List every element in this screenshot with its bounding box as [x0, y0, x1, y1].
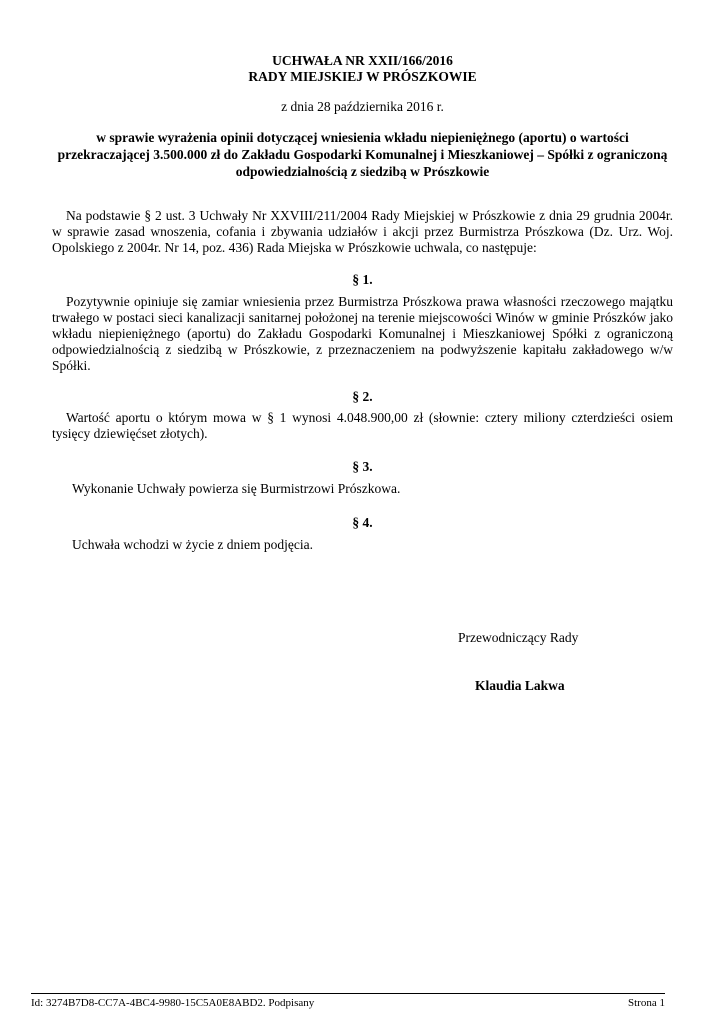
section-3-text: Wykonanie Uchwały powierza się Burmistrzowi Prószkowa.: [72, 481, 401, 496]
footer-divider: [31, 993, 665, 994]
section-3-heading: § 3.: [352, 459, 373, 474]
subject-line-3: odpowiedzialnością z siedzibą w Prószkowie: [235, 164, 490, 179]
section-2-text: Wartość aportu o którym mowa w § 1 wynosi 4.048.900,00 zł (słownie: cztery miliony czterdzieści osiem tysięcy dziewięćset złotych).: [52, 410, 673, 441]
footer-document-id: Id: 3274B7D8-CC7A-4BC4-9980-15C5A0E8ABD2. Podpisany: [31, 997, 315, 1009]
subject-line-1: w sprawie wyrażenia opinii dotyczącej wniesienia wkładu niepieniężnego (aportu) o wartości: [96, 130, 629, 145]
section-4-text: Uchwała wchodzi w życie z dniem podjęcia.: [72, 537, 314, 552]
signatory-name: Klaudia Lakwa: [475, 678, 565, 693]
resolution-number: UCHWAŁA NR XXII/166/2016: [272, 53, 453, 68]
resolution-date: z dnia 28 października 2016 r.: [281, 99, 444, 114]
subject-line-2: przekraczającej 3.500.000 zł do Zakładu Gospodarki Komunalnej i Mieszkaniowej – Spółki z ograniczoną: [57, 147, 668, 162]
section-4-heading: § 4.: [352, 515, 373, 530]
preamble-paragraph: Na podstawie § 2 ust. 3 Uchwały Nr XXVIII/211/2004 Rady Miejskiej w Prószkowie z dnia 29 grudnia 2004r. w sprawie zasad wnoszenia, cofania i zbywania udziałów i akcji przez Burmistrza Prószkowa (Dz. Urz. Woj. Opolskiego z 2004r. Nr 14, poz. 436) Rada Miejska w Prószkowie uchwala, co następuje:: [52, 208, 673, 255]
section-1-text: Pozytywnie opiniuje się zamiar wniesienia przez Burmistrza Prószkowa prawa własności rzeczowego majątku trwałego w postaci sieci kanalizacji sanitarnej położonej na terenie miejscowości Winów w gminie Prószków jako wkładu niepieniężnego (aportu) do Zakładu Gospodarki Komunalnej i Mieszkaniowej Spółki z ograniczoną odpowiedzialnością z siedzibą w Prószkowie, z przeznaczeniem na podwyższenie kapitału zakładowego w/w Spółki.: [52, 294, 673, 373]
council-name: RADY MIEJSKIEJ W PRÓSZKOWIE: [248, 69, 477, 84]
signatory-role: Przewodniczący Rady: [458, 630, 579, 645]
section-2-heading: § 2.: [352, 389, 373, 404]
footer-page-number: Strona 1: [628, 997, 665, 1009]
section-1-heading: § 1.: [352, 272, 373, 287]
